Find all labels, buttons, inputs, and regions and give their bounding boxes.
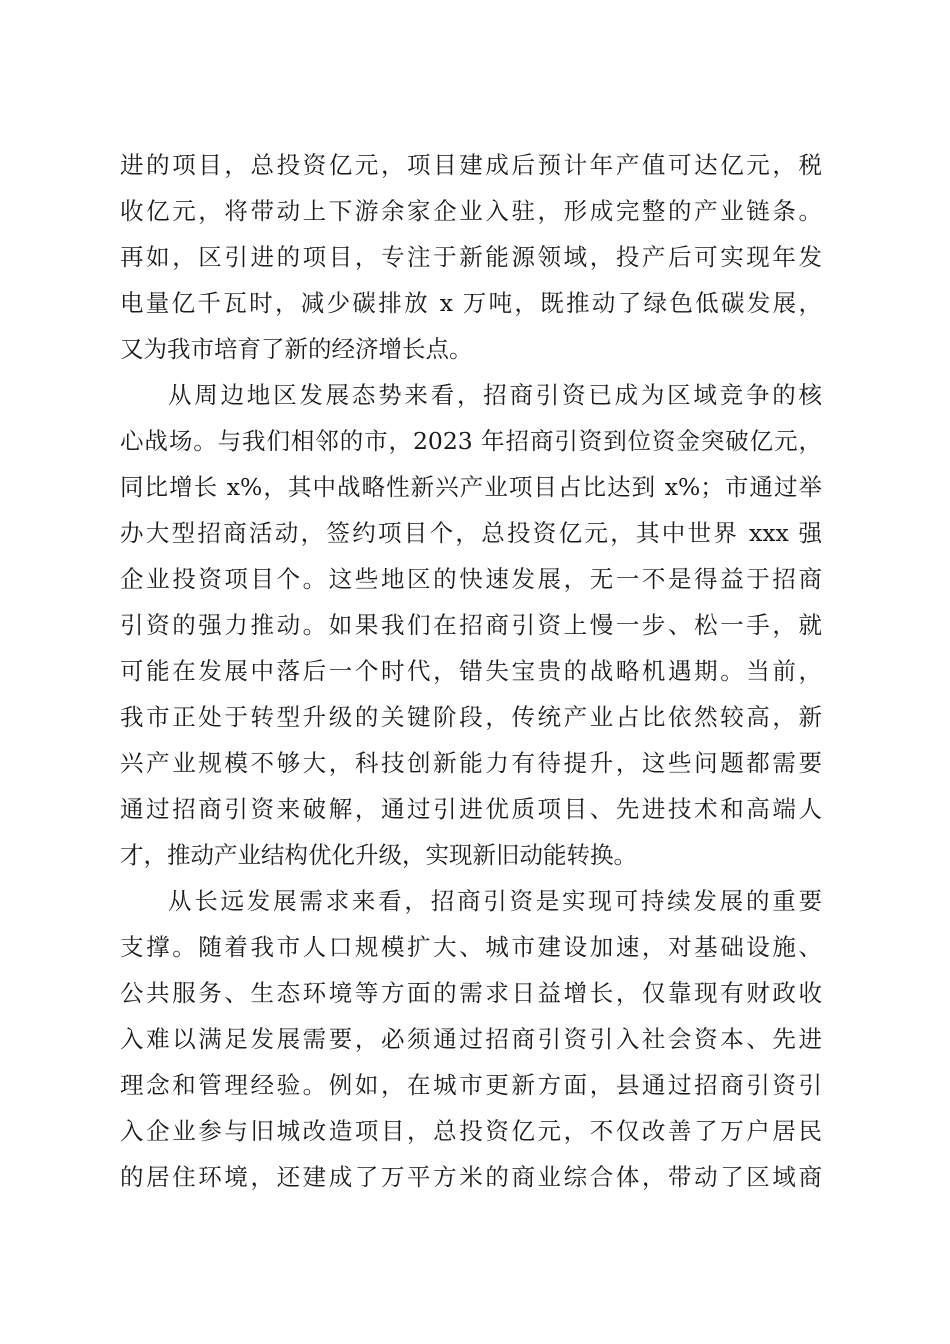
text-line: 企业投资项目个。这些地区的快速发展，无一不是得益于招商 — [120, 565, 822, 593]
text-line: 引资的强力推动。如果我们在招商引资上慢一步、松一手，就 — [120, 611, 822, 639]
paragraph-first-line: 从周边地区发展态势来看，招商引资已成为区域竞争的核 — [168, 381, 822, 409]
text-line: 我市正处于转型升级的关键阶段，传统产业占比依然较高，新 — [120, 703, 822, 731]
text-line: 收亿元，将带动上下游余家企业入驻，形成完整的产业链条。 — [120, 197, 822, 225]
text-line: 心战场。与我们相邻的市，2023 年招商引资到位资金突破亿元， — [120, 427, 822, 455]
text-line: 又为我市培育了新的经济增长点。 — [120, 335, 473, 363]
text-line: 兴产业规模不够大，科技创新能力有待提升，这些问题都需要 — [120, 749, 822, 777]
text-line: 入难以满足发展需要，必须通过招商引资引入社会资本、先进 — [120, 1025, 822, 1053]
text-line: 再如，区引进的项目，专注于新能源领域，投产后可实现年发 — [120, 243, 822, 271]
text-line: 才，推动产业结构优化升级，实现新旧动能转换。 — [120, 841, 637, 869]
text-line: 支撑。随着我市人口规模扩大、城市建设加速，对基础设施、 — [120, 933, 822, 961]
text-line: 电量亿千瓦时，减少碳排放 x 万吨，既推动了绿色低碳发展， — [120, 289, 822, 317]
text-line: 可能在发展中落后一个时代，错失宝贵的战略机遇期。当前， — [120, 657, 822, 685]
body-text — [120, 142, 822, 1200]
paragraph-first-line: 从长远发展需求来看，招商引资是实现可持续发展的重要 — [168, 887, 822, 915]
text-line: 的居住环境，还建成了万平方米的商业综合体，带动了区域商 — [120, 1163, 822, 1191]
text-line: 通过招商引资来破解，通过引进优质项目、先进技术和高端人 — [120, 795, 822, 823]
text-line: 办大型招商活动，签约项目个，总投资亿元，其中世界 xxx 强 — [120, 519, 822, 547]
text-line: 公共服务、生态环境等方面的需求日益增长，仅靠现有财政收 — [120, 979, 822, 1007]
text-line: 入企业参与旧城改造项目，总投资亿元，不仅改善了万户居民 — [120, 1117, 822, 1145]
text-line: 理念和管理经验。例如，在城市更新方面，县通过招商引资引 — [120, 1071, 822, 1099]
text-line: 同比增长 x%，其中战略性新兴产业项目占比达到 x%；市通过举 — [120, 473, 822, 501]
text-line: 进的项目，总投资亿元，项目建成后预计年产值可达亿元，税 — [120, 151, 822, 179]
